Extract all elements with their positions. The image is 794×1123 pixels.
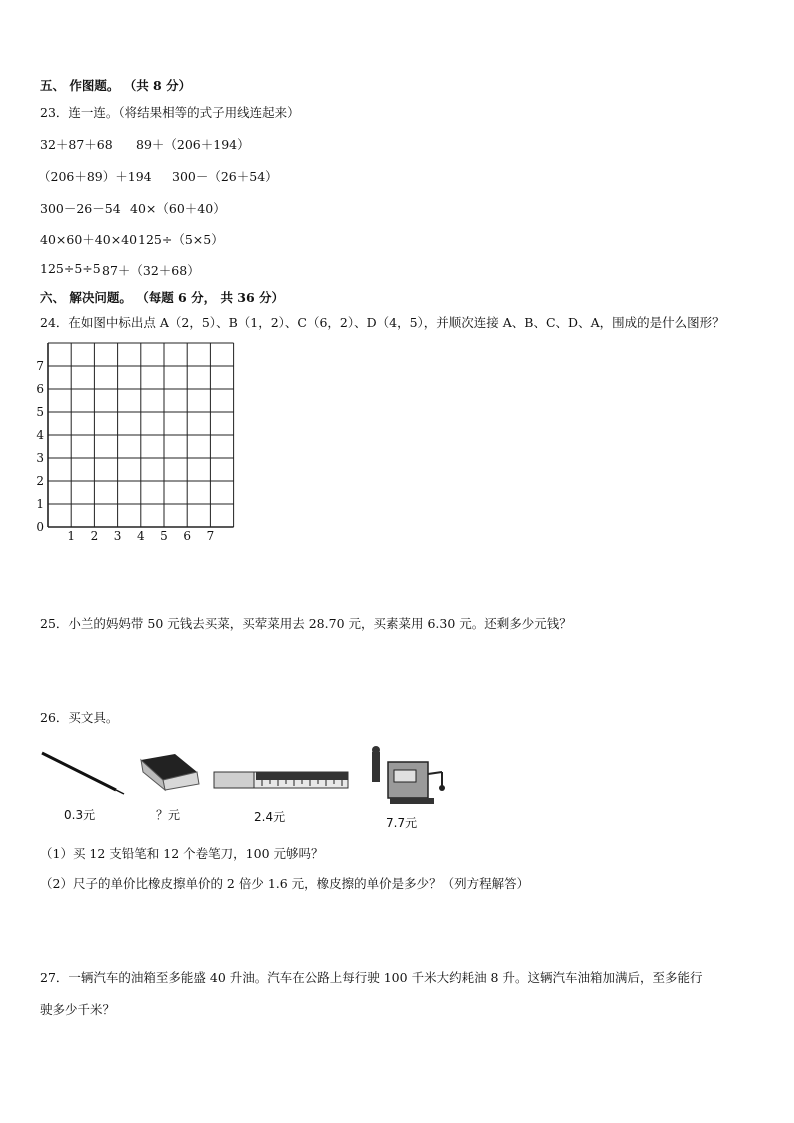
grid-y-tick-label: 0 — [36, 520, 44, 534]
pencil-price: 0.3元 — [64, 808, 96, 822]
grid-x-tick-label: 2 — [90, 529, 99, 543]
q27-prompt-line-1: 27．一辆汽车的油箱至多能盛 40 升油。汽车在公路上每行驶 100 千米大约耗油 8 升。这辆汽车油箱加满后，至多能行 — [40, 970, 703, 985]
section5-heading: 五、 作图题。 （共 8 分） — [40, 78, 192, 93]
sharpener-price: 7.7元 — [386, 816, 418, 830]
grid-x-tick-label: 5 — [160, 529, 168, 543]
q25-prompt: 25．小兰的妈妈带 50 元钱去买菜，买荤菜用去 28.70 元，买素菜用 6.30 元。还剩多少元钱？ — [40, 616, 572, 631]
q23-row-3-left: 300－26－54 — [40, 201, 121, 216]
pencil-sharpener-icon — [368, 742, 454, 808]
eraser-icon — [135, 750, 207, 792]
q23-row-3-right: 40×（60＋40） — [130, 201, 226, 216]
q23-row-4-right: 125÷（5×5） — [138, 232, 224, 247]
q23-row-4-left: 40×60＋40×40 — [40, 232, 138, 247]
coordinate-grid — [30, 336, 270, 546]
grid-y-tick-label: 7 — [36, 359, 44, 373]
section6-heading: 六、 解决问题。 （每题 6 分， 共 36 分） — [40, 290, 285, 305]
grid-x-tick-label: 4 — [136, 529, 145, 543]
q23-prompt: 23．连一连。（将结果相等的式子用线连起来） — [40, 105, 300, 120]
ruler-icon — [212, 766, 352, 796]
q27-prompt-line-2: 驶多少千米？ — [40, 1002, 116, 1017]
ruler-price: 2.4元 — [254, 810, 286, 824]
grid-y-tick-label: 5 — [36, 405, 44, 419]
pencil-icon — [38, 748, 128, 798]
grid-x-tick-label: 7 — [206, 529, 215, 543]
q23-row-2-left: （206＋89）＋194 — [38, 169, 152, 184]
grid-y-tick-label: 1 — [36, 497, 44, 511]
eraser-price: ？元 — [156, 808, 181, 822]
grid-y-tick-label: 6 — [36, 382, 44, 396]
grid-y-tick-label: 3 — [36, 451, 44, 465]
grid-x-tick-label: 6 — [183, 529, 192, 543]
q24-prompt: 24．在如图中标出点 A（2，5）、B（1，2）、C（6，2）、D（4，5），并顺次连接 A、B、C、D、A，围成的是什么图形？ — [40, 315, 725, 330]
grid-x-tick-label: 3 — [113, 529, 122, 543]
q26-sub-question-1: （1）买 12 支铅笔和 12 个卷笔刀，100 元够吗？ — [40, 846, 324, 861]
grid-y-tick-label: 4 — [36, 428, 44, 442]
q23-row-1-left: 32＋87＋68 — [40, 137, 113, 152]
q26-prompt: 26．买文具。 — [40, 710, 119, 725]
q23-row-2-right: 300－（26＋54） — [172, 169, 278, 184]
grid-y-tick-label: 2 — [36, 474, 44, 488]
q23-row-1-right: 89＋（206＋194） — [136, 137, 250, 152]
q23-row-5-left: 125÷5÷5 — [40, 261, 101, 276]
q26-sub-question-2: （2）尺子的单价比橡皮擦单价的 2 倍少 1.6 元，橡皮擦的单价是多少？（列方程解答） — [40, 876, 530, 891]
q23-row-5-right: 87＋（32＋68） — [102, 263, 200, 278]
grid-x-tick-label: 1 — [67, 529, 76, 543]
